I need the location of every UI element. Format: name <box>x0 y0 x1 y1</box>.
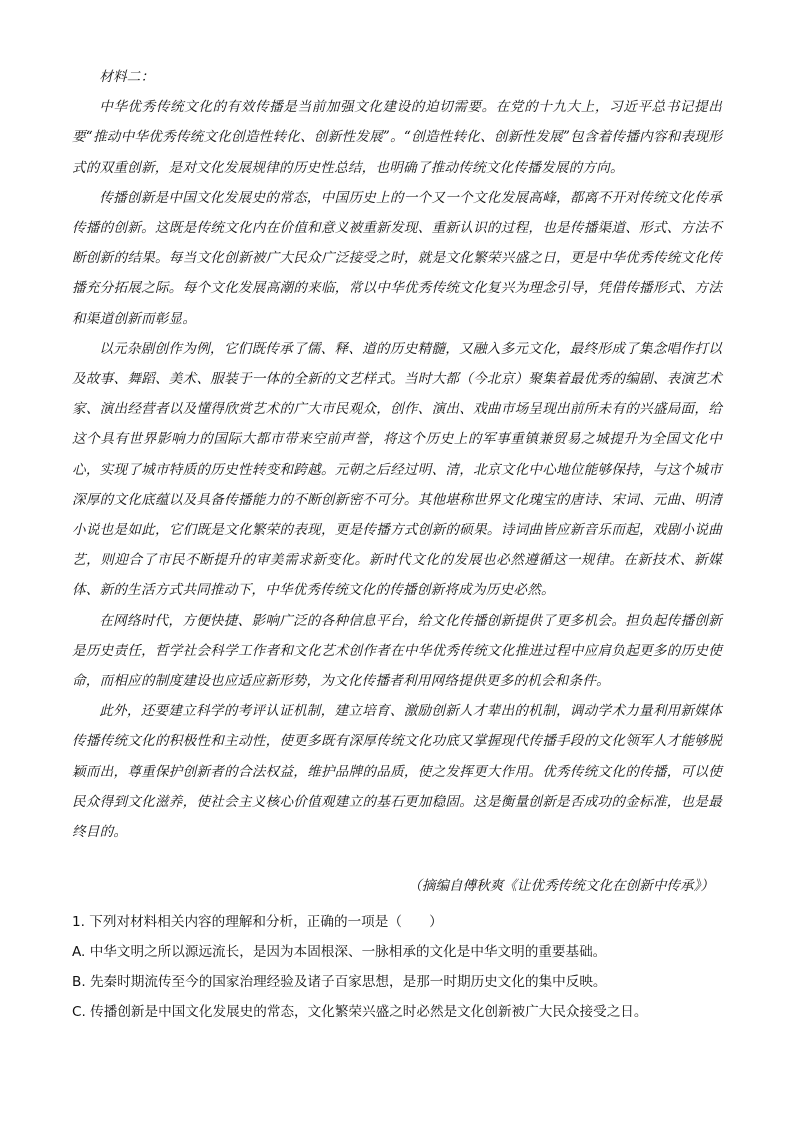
question-stem: 1. 下列对材料相关内容的理解和分析，正确的一项是（ ） <box>72 914 443 930</box>
material-title: 材料二： <box>99 69 155 85</box>
paragraph-5: 此外，还要建立科学的考评认证机制，建立培育、激励创新人才辈出的机制，调动学术力量利用新媒体传播传统文化的积极性和主动性，使更多既有深厚传统文化功底又掌握现代传播手段的文化领军人才能够脱颖而出，尊重保护创新者的合法权益，维护品牌的品质，使之发挥更大作用。优秀传统文化的传播，可以使民众得到文化滋养，使社会主义核心价值观建立的基石更加稳固。这是衡量创新是否成功的金标准，也是最终目的。 <box>72 703 722 841</box>
paragraph-2: 传播创新是中国文化发展史的常态，中国历史上的一个又一个文化发展高峰，都离不开对传统文化传承传播的创新。这既是传统文化内在价值和意义被重新发现、重新认识的过程，也是传播渠道、形式、方法不断创新的结果。每当文化创新被广大民众广泛接受之时，就是文化繁荣兴盛之日，更是中华优秀传统文化传播充分拓展之际。每个文化发展高潮的来临，常以中华优秀传统文化复兴为理念引导，凭借传播形式、方法和渠道创新而彰显。 <box>72 189 722 327</box>
paragraph-1: 中华优秀传统文化的有效传播是当前加强文化建设的迫切需要。在党的十九大上，习近平总书记提出要“推动中华优秀传统文化创造性转化、创新性发展”。“创造性转化、创新性发展”包含着传播内容和表现形式的双重创新，是对文化发展规律的历史性总结，也明确了推动传统文化传播发展的方向。 <box>72 99 722 176</box>
option-b: B. 先秦时期流传至今的国家治理经验及诸子百家思想，是那一时期历史文化的集中反映。 <box>72 974 607 990</box>
material-two <box>72 62 722 847</box>
option-a: A. 中华文明之所以源远流长，是因为本固根深、一脉相承的文化是中华文明的重要基础。 <box>72 944 607 960</box>
question-1 <box>72 907 732 1027</box>
paragraph-4: 在网络时代，方便快捷、影响广泛的各种信息平台，给文化传播创新提供了更多机会。担负起传播创新是历史责任，哲学社会科学工作者和文化艺术创作者在中华优秀传统文化推进过程中应肩负起更多的历史使命，而相应的制度建设也应适应新形势，为文化传播者利用网络提供更多的机会和条件。 <box>72 612 722 690</box>
paragraph-3: 以元杂剧创作为例，它们既传承了儒、释、道的历史精髓，又融入多元文化，最终形成了集念唱作打以及故事、舞蹈、美术、服装于一体的全新的文艺样式。当时大都（今北京）聚集着最优秀的编剧、表演艺术家、演出经营者以及懂得欣赏艺术的广大市民观众，创作、演出、戏曲市场呈现出前所未有的兴盛局面，给这个具有世界影响力的国际大都市带来空前声誉，将这个历史上的军事重镇兼贸易之城提升为全国文化中心，实现了城市特质的历史性转变和跨越。元朝之后经过明、清，北京文化中心地位能够保持，与这个城市深厚的文化底蕴以及具备传播能力的不断创新密不可分。其他堪称世界文化瑰宝的唐诗、宋词、元曲、明清小说也是如此，它们既是文化繁荣的表现，更是传播方式创新的硕果。诗词曲皆应新音乐而起，戏剧小说曲艺，则迎合了市民不断提升的审美需求新变化。新时代文化的发展也必然遵循这一规律。在新技术、新媒体、新的生活方式共同推动下，中华优秀传统文化的传播创新将成为历史必然。 <box>72 340 722 599</box>
source-citation: （摘编自傅秋爽《让优秀传统文化在创新中传承》） <box>408 878 714 894</box>
option-c: C. 传播创新是中国文化发展史的常态，文化繁荣兴盛之时必然是文化创新被广大民众接受之日。 <box>72 1004 648 1020</box>
